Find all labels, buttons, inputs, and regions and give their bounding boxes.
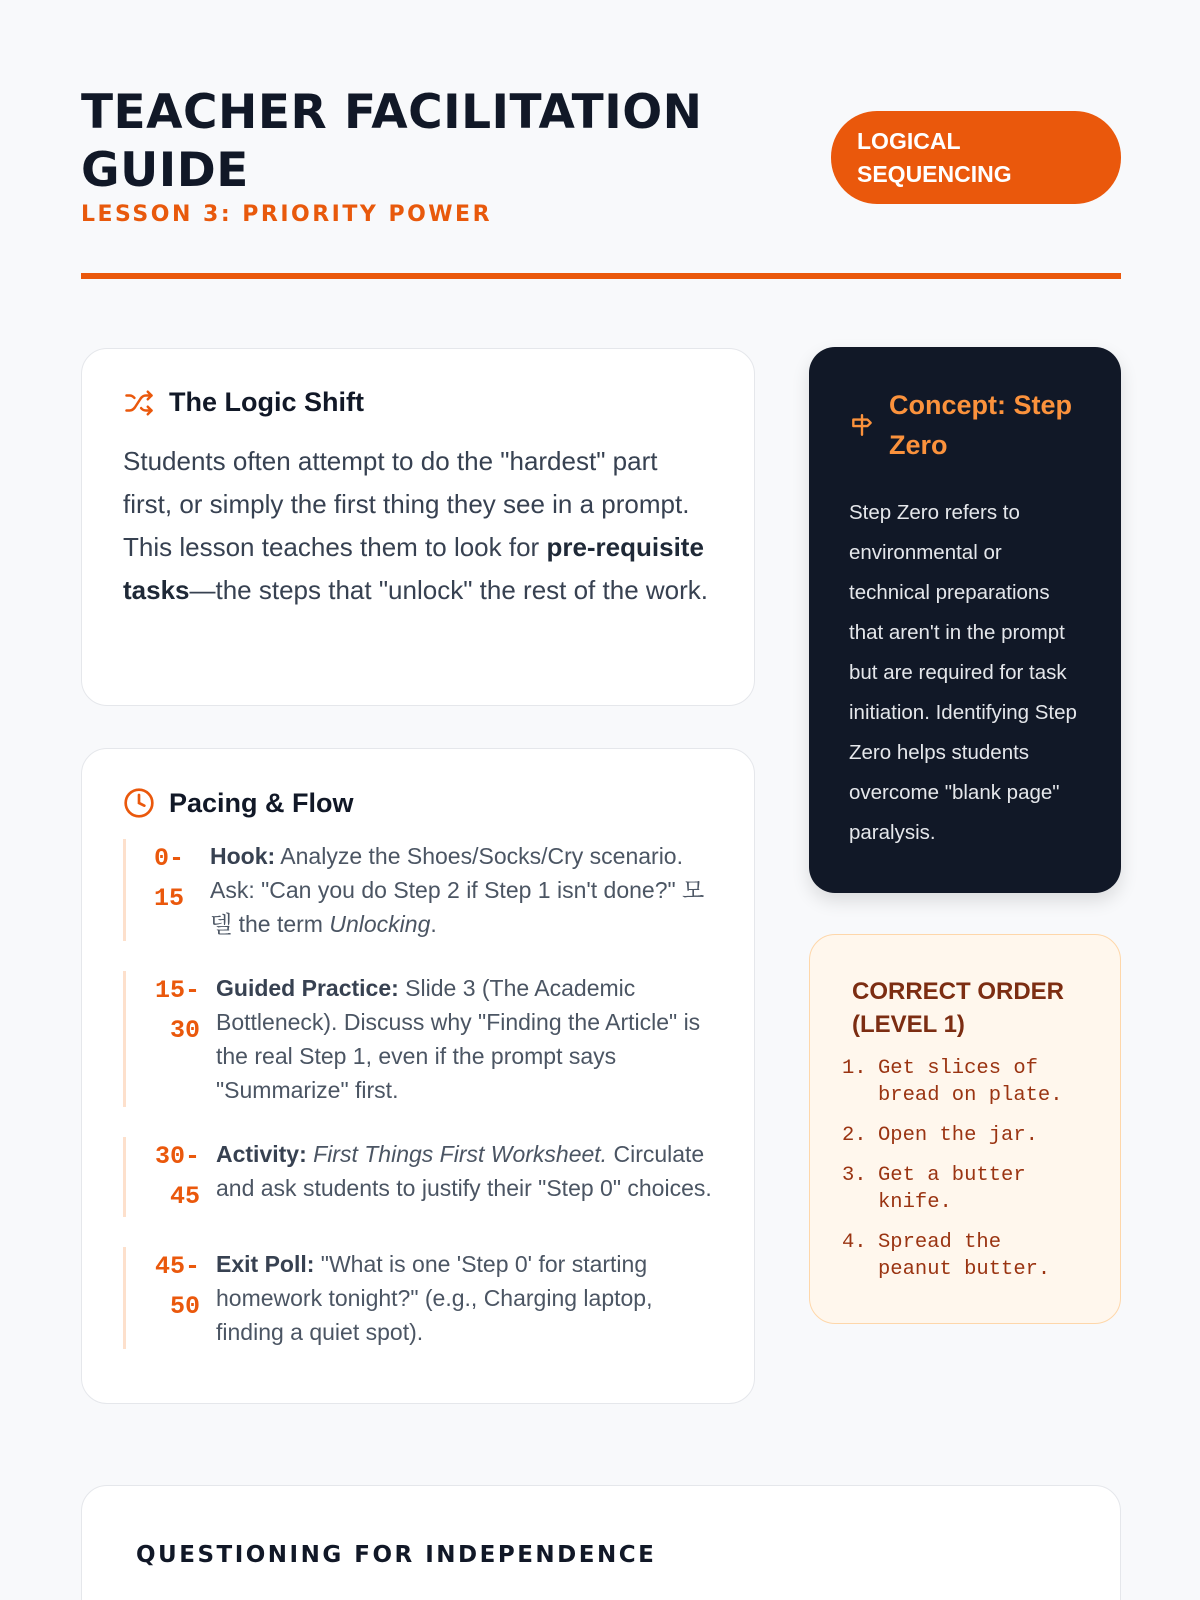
logic-shift-text: Students often attempt to do the "hardest" part first, or simply the first thing they see in a prompt. This lesson teaches them to look for pre-requisite tasks—the steps that "unlock" the rest of the work. bbox=[123, 446, 708, 605]
lesson-subtitle: LESSON 3: PRIORITY POWER bbox=[81, 202, 493, 227]
pacing-item bbox=[123, 839, 713, 941]
pacing-time: 30- 45 bbox=[154, 1142, 200, 1211]
page-title: TEACHER FACILITATION GUIDE bbox=[81, 85, 703, 198]
pacing-time: 15- 30 bbox=[154, 976, 200, 1045]
logic-shift-card bbox=[81, 348, 755, 706]
pacing-list bbox=[123, 839, 713, 1349]
clock-icon bbox=[123, 787, 155, 819]
pacing-card bbox=[81, 748, 755, 1404]
concept-header bbox=[849, 385, 1081, 465]
list-item: 3. Get a butter knife. bbox=[842, 1164, 1026, 1214]
pacing-title: Pacing & Flow bbox=[169, 787, 354, 818]
pacing-description: Activity: First Things First Worksheet. Circulate and ask students to justify their "Step 0" choices. bbox=[216, 1141, 712, 1201]
pacing-time: 45- 50 bbox=[154, 1252, 200, 1321]
concept-card bbox=[809, 347, 1121, 893]
signpost-icon bbox=[849, 412, 875, 438]
pacing-description: Hook: Analyze the Shoes/Socks/Cry scenario. Ask: "Can you do Step 2 if Step 1 isn't done?" 모델 the term Unlocking. bbox=[210, 843, 705, 937]
list-item: 1. Get slices of bread on plate. bbox=[842, 1057, 1063, 1107]
logic-shift-title: The Logic Shift bbox=[169, 387, 364, 417]
correct-order-card bbox=[809, 934, 1121, 1324]
questioning-title: QUESTIONING FOR INDEPENDENCE bbox=[136, 1542, 657, 1568]
shuffle-icon bbox=[123, 388, 155, 418]
pacing-header bbox=[123, 787, 713, 819]
questioning-card bbox=[81, 1485, 1121, 1600]
topic-badge: LOGICAL SEQUENCING bbox=[831, 111, 1121, 204]
correct-order-title: CORRECT ORDER (LEVEL 1) bbox=[852, 978, 1065, 1038]
list-item: 4. Spread the peanut butter. bbox=[842, 1231, 1051, 1281]
pacing-item bbox=[123, 1137, 713, 1217]
pacing-item bbox=[123, 1247, 713, 1349]
prerequisite-tasks-emphasis: pre-requisite tasks bbox=[123, 532, 704, 605]
pacing-description: Guided Practice: Slide 3 (The Academic Bottleneck). Discuss why "Finding the Article" is the real Step 1, even if the prompt says "Summarize" first. bbox=[216, 975, 701, 1103]
logic-shift-header bbox=[123, 387, 713, 418]
concept-text: Step Zero refers to environmental or technical preparations that aren't in the prompt but are required for task initiation. Identifying Step Zero helps students overcome "blank page" paralysis. bbox=[849, 501, 1077, 844]
pacing-item bbox=[123, 971, 713, 1107]
pacing-description: Exit Poll: "What is one 'Step 0' for starting homework tonight?" (e.g., Charging laptop, finding a quiet spot). bbox=[216, 1251, 653, 1345]
concept-title: Concept: Step Zero bbox=[889, 390, 1073, 460]
header-divider bbox=[81, 273, 1121, 279]
pacing-time: 0- 15 bbox=[153, 844, 184, 913]
list-item: 2. Open the jar. bbox=[842, 1124, 1038, 1147]
correct-order-list bbox=[842, 1055, 1080, 1283]
